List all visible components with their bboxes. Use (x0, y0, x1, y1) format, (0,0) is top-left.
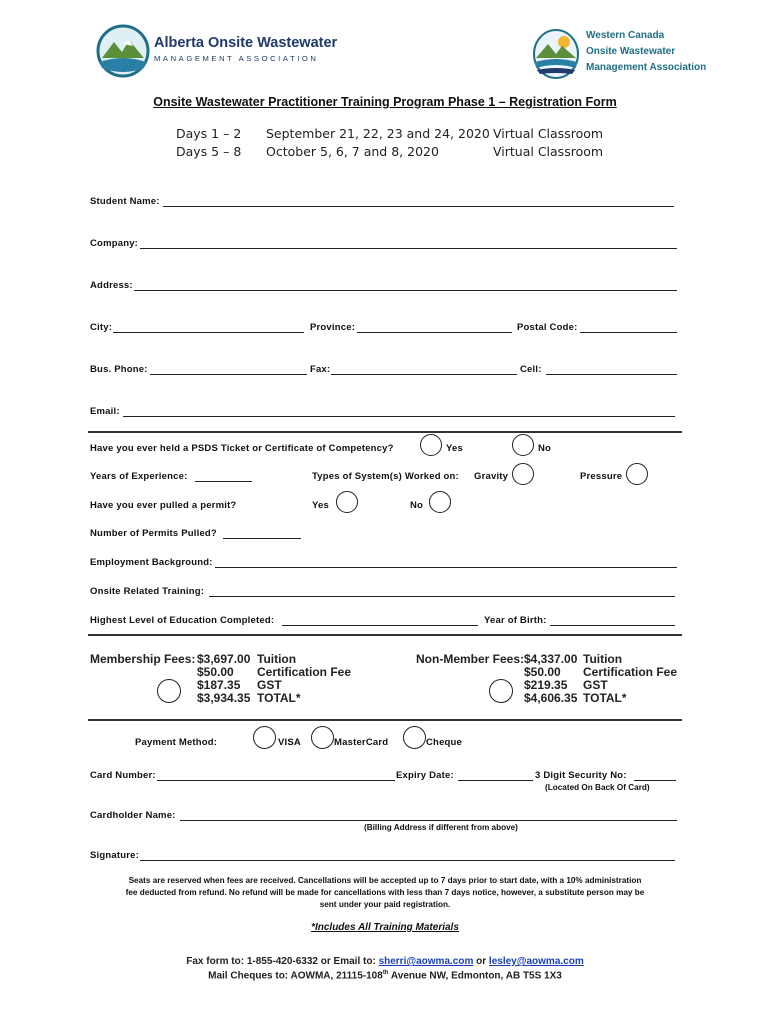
address-label: Address: (90, 280, 133, 291)
city-label: City: (90, 322, 113, 333)
cell-field[interactable] (546, 374, 677, 375)
security-field[interactable] (634, 780, 676, 781)
cardholder-field[interactable] (180, 820, 677, 821)
province-label: Province: (310, 322, 356, 333)
schedule-mode-2: Virtual Classroom (493, 144, 604, 159)
expiry-label: Expiry Date: (396, 770, 454, 781)
aowma-logo-line2: MANAGEMENT ASSOCIATION (154, 54, 319, 63)
wcowma-logo-line1: Western Canada (586, 30, 665, 41)
includes-note: *Includes All Training Materials (311, 922, 459, 933)
nonmember-fee-radio[interactable] (489, 679, 513, 703)
system-types-label: Types of System(s) Worked on: (312, 471, 459, 482)
notice-line-3: sent under your paid registration. (319, 900, 451, 909)
city-field[interactable] (113, 332, 304, 333)
psds-yes-label: Yes (446, 443, 463, 454)
psds-yes-radio[interactable] (420, 434, 442, 456)
pulled-permit-question: Have you ever pulled a permit? (90, 500, 237, 511)
security-note: (Located On Back Of Card) (545, 783, 650, 792)
wcowma-logo-line2: Onsite Wastewater (586, 46, 676, 57)
permit-yes-radio[interactable] (336, 491, 358, 513)
nonmember-total-item: TOTAL* (583, 691, 627, 705)
pressure-radio[interactable] (626, 463, 648, 485)
company-label: Company: (90, 238, 139, 249)
onsite-training-field[interactable] (209, 596, 675, 597)
student-name-label: Student Name: (90, 196, 160, 207)
security-label: 3 Digit Security No: (535, 770, 627, 781)
member-fee-radio[interactable] (157, 679, 181, 703)
employment-field[interactable] (215, 567, 677, 568)
nonmember-cert-amount: $50.00 (524, 665, 561, 679)
fax-field[interactable] (331, 374, 517, 375)
schedule-dates-2: October 5, 6, 7 and 8, 2020 (266, 144, 439, 159)
section-divider-3 (88, 719, 682, 721)
nonmember-cert-item: Certification Fee (583, 665, 678, 679)
page-title: Onsite Wastewater Practitioner Training Program Phase 1 – Registration Form (153, 95, 617, 109)
onsite-training-label: Onsite Related Training: (90, 586, 205, 597)
province-field[interactable] (357, 332, 512, 333)
notice-line-2: fee deducted from refund. No refund will be made for cancellations with less than 7 days notice, however, a substitute person may be (125, 888, 645, 897)
notice-line-1: Seats are reserved when fees are received. Cancellations will be accepted up to 7 days prior to start date, with a 10% administration (128, 876, 642, 885)
member-cert-item: Certification Fee (257, 665, 352, 679)
psds-no-radio[interactable] (512, 434, 534, 456)
billing-note: (Billing Address if different from above) (364, 823, 518, 832)
cheque-label: Cheque (426, 737, 463, 748)
years-experience-label: Years of Experience: (90, 471, 188, 482)
cardholder-label: Cardholder Name: (90, 810, 176, 821)
footer-mail-line (0, 970, 770, 981)
payment-method-label: Payment Method: (135, 737, 218, 748)
schedule-dates-1: September 21, 22, 23 and 24, 2020 (266, 126, 490, 141)
education-label: Highest Level of Education Completed: (90, 615, 275, 626)
footer-fax-line (0, 956, 770, 967)
permit-no-label: No (410, 500, 424, 511)
bus-phone-field[interactable] (150, 374, 307, 375)
email-field[interactable] (123, 416, 675, 417)
footer-fax-prefix: Fax form to: 1-855-420-6332 or Email to: (186, 956, 376, 967)
mastercard-radio[interactable] (311, 726, 334, 749)
education-field[interactable] (282, 625, 478, 626)
permit-yes-label: Yes (312, 500, 329, 511)
card-number-field[interactable] (157, 780, 395, 781)
pressure-label: Pressure (580, 471, 623, 482)
schedule-mode-1: Virtual Classroom (493, 126, 604, 141)
nonmember-tuition-item: Tuition (583, 652, 623, 666)
aowma-logo-mark-icon (96, 24, 150, 78)
schedule-days-1: Days 1 – 2 (176, 126, 242, 141)
postal-code-field[interactable] (580, 332, 677, 333)
section-divider-1 (88, 431, 682, 433)
employment-label: Employment Background: (90, 557, 213, 568)
expiry-field[interactable] (458, 780, 533, 781)
signature-label: Signature: (90, 850, 139, 861)
cheque-radio[interactable] (403, 726, 426, 749)
years-experience-field[interactable] (195, 481, 252, 482)
psds-no-label: No (538, 443, 552, 454)
birth-year-label: Year of Birth: (484, 615, 547, 626)
footer-mail-sup: th (382, 970, 389, 976)
gravity-label: Gravity (474, 471, 509, 482)
member-total-amount: $3,934.35 (197, 691, 251, 705)
section-divider-2 (88, 634, 682, 636)
postal-code-label: Postal Code: (517, 322, 578, 333)
footer-mail-prefix: Mail Cheques to: AOWMA, 21115-108 (208, 970, 383, 982)
wcowma-logo (532, 26, 707, 82)
aowma-logo (96, 24, 338, 78)
permits-count-field[interactable] (223, 538, 301, 539)
psds-question: Have you ever held a PSDS Ticket or Certificate of Competency? (90, 443, 394, 454)
member-total-item: TOTAL* (257, 691, 301, 705)
visa-label: VISA (278, 737, 301, 748)
schedule-days-2: Days 5 – 8 (176, 144, 242, 159)
member-cert-amount: $50.00 (197, 665, 234, 679)
email-link-sherri[interactable]: sherri@aowma.com (378, 956, 474, 967)
nonmember-fees-label: Non-Member Fees: (416, 652, 525, 666)
gravity-radio[interactable] (512, 463, 534, 485)
wcowma-logo-mark-icon (532, 28, 580, 80)
footer-mail-suffix: Avenue NW, Edmonton, AB T5S 1X3 (390, 970, 562, 982)
member-tuition-item: Tuition (257, 652, 297, 666)
wcowma-logo-line3: Management Association (586, 62, 707, 73)
signature-field[interactable] (140, 860, 675, 861)
email-label: Email: (90, 406, 120, 417)
nonmember-gst-amount: $219.35 (524, 678, 568, 692)
nonmember-tuition-amount: $4,337.00 (524, 652, 578, 666)
member-gst-item: GST (257, 678, 282, 692)
permits-count-label: Number of Permits Pulled? (90, 528, 217, 539)
company-field[interactable] (140, 248, 677, 249)
member-tuition-amount: $3,697.00 (197, 652, 251, 666)
student-name-field[interactable] (163, 206, 674, 207)
bus-phone-label: Bus. Phone: (90, 364, 148, 375)
nonmember-total-amount: $4,606.35 (524, 691, 578, 705)
aowma-logo-line1: Alberta Onsite Wastewater (154, 35, 338, 51)
visa-radio[interactable] (253, 726, 276, 749)
cell-label: Cell: (520, 364, 542, 375)
member-fees-label: Membership Fees: (90, 652, 196, 666)
birth-year-field[interactable] (550, 625, 675, 626)
footer-or: or (476, 956, 487, 967)
email-link-lesley[interactable]: lesley@aowma.com (488, 956, 584, 967)
nonmember-gst-item: GST (583, 678, 608, 692)
mastercard-label: MasterCard (334, 737, 389, 748)
fax-label: Fax: (310, 364, 331, 375)
member-gst-amount: $187.35 (197, 678, 241, 692)
card-number-label: Card Number: (90, 770, 156, 781)
permit-no-radio[interactable] (429, 491, 451, 513)
address-field[interactable] (134, 290, 677, 291)
